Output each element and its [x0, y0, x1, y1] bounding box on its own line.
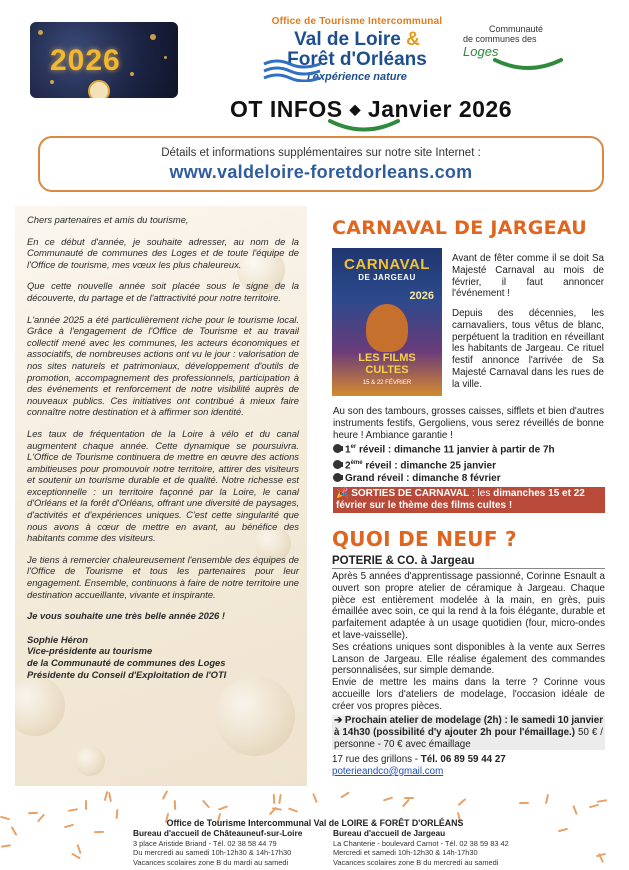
confetti-dash [269, 807, 277, 816]
ot-logo [262, 16, 452, 86]
confetti-dash [85, 800, 87, 810]
signature-name: Sophie Héron [27, 633, 88, 645]
edito-greeting: Chers partenaires et amis du tourisme, [27, 214, 189, 225]
carnaval-title: CARNAVAL DE JARGEAU [332, 217, 588, 239]
office-hours: Du mercredi au samedi 10h-12h30 & 14h-17h30 [133, 848, 292, 857]
badge-year: 2026 [50, 44, 121, 77]
confetti-dash [457, 798, 466, 806]
edito-paragraph: L'année 2025 a été particulièrement riche pour le tourisme local. Grâce à l'engagement de l'Office de Tourisme et au travail collectif mené avec les communes, les acteurs économiques et associatifs, de nombreuses actions ont vu le jour : valorisation de nos sites naturels et patrimoniaux, développement d'outils de promotion, accompagnement des professionnels, participation à des événements et renforcement de notre visibilité auprès de nouveaux publics. Ces initiatives ont contribué à mieux faire connaître notre destination et à affirmer son identité. [27, 313, 299, 418]
office-hours-holidays: Vacances scolaires zone B du mardi au samedi [133, 857, 289, 867]
edito-paragraph: En ce début d'année, je souhaite adresser, au nom de la Communauté de communes des Loges et de toute l'équipe de l'Office de tourisme, mes vœux les plus chaleureux. [27, 235, 299, 270]
office-address: La Chanterie - boulevard Carnot - Tél. 02 38 59 83 42 [333, 838, 509, 848]
new-year-2026-badge [30, 22, 178, 98]
poterie-paragraph: Envie de mettre les mains dans la terre ? Corinne vous accueille lors d'ateliers de modelage, l'occasion idéale de créer vos propres pièces. [332, 677, 605, 712]
reveil-item: Grand réveil : dimanche 8 février [333, 473, 604, 486]
confetti-dash [278, 794, 282, 804]
cc-logo-line1: Communauté [488, 24, 543, 34]
confetti-dash [37, 813, 45, 822]
website-link[interactable]: www.valdeloire-foretdorleans.com [169, 162, 473, 182]
ot-logo-line2: Val de Loire & [294, 29, 420, 50]
confetti-dash [218, 805, 228, 810]
website-intro: Détails et informations supplémentaires sur notre site Internet : [161, 147, 481, 159]
clock-icon [88, 80, 110, 98]
footer-title: Office de Tourisme Intercommunal Val de LOIRE & FORÊT D'ORLÉANS [166, 818, 464, 828]
office-heading: Bureau d'accueil de Châteauneuf-sur-Loire [133, 828, 303, 838]
footer-office-chateauneuf [133, 829, 333, 867]
confetti-dash [76, 843, 81, 853]
confetti-dash [558, 828, 568, 832]
poterie-email-link[interactable]: poterieandco@gmail.com [332, 765, 444, 777]
poterie-paragraph: Ses créations uniques sont disponibles à la vente aux Serres Lanson de Jargeau. Elle réalise également des commandes personnalisées, sur simple demande. [332, 641, 605, 677]
confetti-dash [64, 824, 74, 829]
confetti-dash [402, 798, 410, 807]
cc-logo-line2: de communes des Loges [463, 34, 537, 59]
confetti-dash [273, 794, 275, 804]
office-heading: Bureau d'accueil de Jargeau [333, 828, 446, 838]
reveil-item: 1er réveil : dimanche 11 janvier à partir de 7h [333, 441, 604, 457]
diamond-separator-icon: ◆ [349, 101, 361, 117]
drum-icon [333, 473, 342, 482]
confetti-dash [383, 797, 393, 802]
poster-theme: LES FILMS CULTES [358, 352, 416, 376]
title-right: Janvier 2026 [367, 96, 513, 122]
title-left: OT INFOS [230, 96, 343, 122]
confetti-dash [67, 808, 77, 812]
confetti-dash [202, 799, 210, 808]
edito-paragraph: Que cette nouvelle année soit placée sous le signe de la découverte, du partage et de l'attractivité pour notre territoire. [27, 280, 299, 303]
atelier-box [332, 715, 605, 750]
poterie-address: 17 rue des grillons - [332, 754, 421, 765]
carnaval-tradition: Depuis des décennies, les carnavaliers, tous vêtus de blanc, perpétuent la tradition en réveillant les habitants de Jargeau. Ce rituel festif annonce l'arrivée de Sa Majesté Carnaval dans les rues de la ville. [452, 308, 604, 390]
atelier-details: ➔ Prochain atelier de modelage (2h) : le samedi 10 janvier à 14h30 (possibilité d'y ajouter 2h pour l'émaillage.) [334, 715, 604, 738]
poterie-contact [332, 754, 605, 778]
signature-role: de la Communauté de communes des Loges [27, 657, 226, 668]
ot-logo-line1: Office de Tourisme Intercommunal [271, 16, 443, 27]
edito-paragraph: Les taux de fréquentation de la Loire à vélo et du canal augmentent chaque année. Cette dynamique se poursuivra. L'Office de Tourisme continuera de mettre en œuvre des actions ambitieuses pour promouvoir notre territoire, attirer des visiteurs et soutenir un tourisme durable et de qualité. Notre richesse est exceptionnelle : un territoire façonné par la Loire, le canal d'Orléans et la forêt d'Orléans, offrant une diversité de paysages, d'activités et d'expériences uniques. C'est cette singularité que nous avons à cœur de mettre en avant, au bénéfice des habitants comme des visiteurs. [27, 427, 299, 544]
quoi-de-neuf-title: QUOI DE NEUF ? [332, 527, 517, 551]
edito-paragraph: Je tiens à remercier chaleureusement l'ensemble des équipes de l'Office de Tourisme et tous les partenaires pour leur engagement. Ensemble, continuons à faire de notre territoire une destination accueillante, vivante et inspirante. [27, 553, 299, 600]
confetti-dash [94, 831, 104, 833]
confetti-dash [519, 802, 529, 804]
edito-signature [27, 634, 299, 680]
poster-year: 2026 [409, 290, 434, 302]
sorties-lead: SORTIES DE CARNAVAL [351, 488, 470, 499]
sorties-dates: dimanches 15 et 22 février sur le thème des films cultes ! [336, 488, 585, 512]
confetti-dash [1, 844, 11, 848]
confetti-dash [312, 793, 318, 803]
poster-dates: 15 & 22 FÉVRIER [362, 380, 412, 386]
office-hours: Mercredi et samedi 10h-12h30 & 14h-17h30 [333, 848, 478, 857]
footer-office-jargeau [333, 829, 543, 867]
mascot-icon [366, 304, 408, 352]
poterie-text [332, 571, 605, 713]
poterie-paragraph: Après 5 années d'apprentissage passionné, Corinne Esnault a ouvert son propre atelier de céramique à Jargeau. Chaque pièce est entièrement modelée à la main, en grès, puis émaillée avec soin, ce qui la rend à la fois élégante, durable et parfaitement adaptée à un usage quotidien (four, micro-ondes et lave-vaisselle). [332, 571, 605, 641]
website-info-box [38, 136, 604, 192]
confetti-dash [11, 826, 18, 836]
carnaval-poster [332, 248, 442, 396]
poterie-subtitle: POTERIE & CO. à Jargeau [332, 555, 605, 569]
signature-role: Présidente du Conseil d'Exploitation de l'OTI [27, 668, 227, 680]
confetti-dash [0, 816, 10, 821]
title-swoosh-icon [328, 118, 400, 134]
edito-text [27, 214, 299, 680]
office-address: 3 place Aristide Briand - Tél. 02 38 58 44 79 [133, 838, 277, 848]
carnaval-ambiance: Au son des tambours, grosses caisses, sifflets et bien d'autres instruments festifs, Gergoliens, vous serez réveillés de bonne heure ! Ambiance garantie ! [333, 406, 604, 441]
confetti-dash [162, 790, 168, 800]
confetti-dash [340, 791, 350, 798]
poster-title: CARNAVAL DE JARGEAU [338, 256, 436, 282]
ot-logo-tagline: l'expérience nature [307, 71, 407, 83]
confetti-dash [573, 805, 578, 815]
reveils-list [333, 441, 604, 485]
confetti-dash [103, 791, 108, 801]
confetti-dash [174, 800, 177, 810]
confetti-dash [108, 791, 112, 801]
edito-wish: Je vous souhaite une très belle année 2026 ! [27, 610, 225, 622]
signature-role: Vice-présidente au tourisme [27, 645, 153, 657]
river-wave-icon [262, 56, 322, 82]
carnaval-intro: Avant de fêter comme il se doit Sa Majesté Carnaval au mois de février, il faut annoncer l'événement ! [452, 253, 604, 300]
reveil-item: 2ème réveil : dimanche 25 janvier [333, 457, 604, 473]
atelier-price: 50 € / personne - 70 € avec émaillage [334, 726, 604, 750]
edito-panel [15, 206, 307, 786]
party-icon: 🎉 [336, 488, 349, 499]
confetti-dash [588, 804, 598, 809]
cc-loges-logo [463, 24, 573, 70]
drum-icon [333, 444, 342, 453]
drum-icon [333, 460, 342, 469]
confetti-dash [597, 800, 607, 804]
confetti-dash [545, 794, 549, 804]
confetti-dash [288, 807, 298, 812]
sorties-banner: 🎉 SORTIES DE CARNAVAL : les dimanches 15 et 22 février sur le thème des films cultes ! [333, 487, 605, 513]
confetti-dash [28, 811, 38, 813]
poterie-phone[interactable]: Tél. 06 89 59 44 27 [420, 754, 506, 765]
office-hours-holidays: Vacances scolaires zone B du mercredi au samedi [333, 857, 499, 867]
poster-subtitle: DE JARGEAU [358, 273, 416, 282]
green-swoosh-icon [493, 56, 563, 72]
newsletter-title [230, 96, 590, 123]
ot-logo-line3: Forêt d'Orléans [287, 49, 427, 70]
